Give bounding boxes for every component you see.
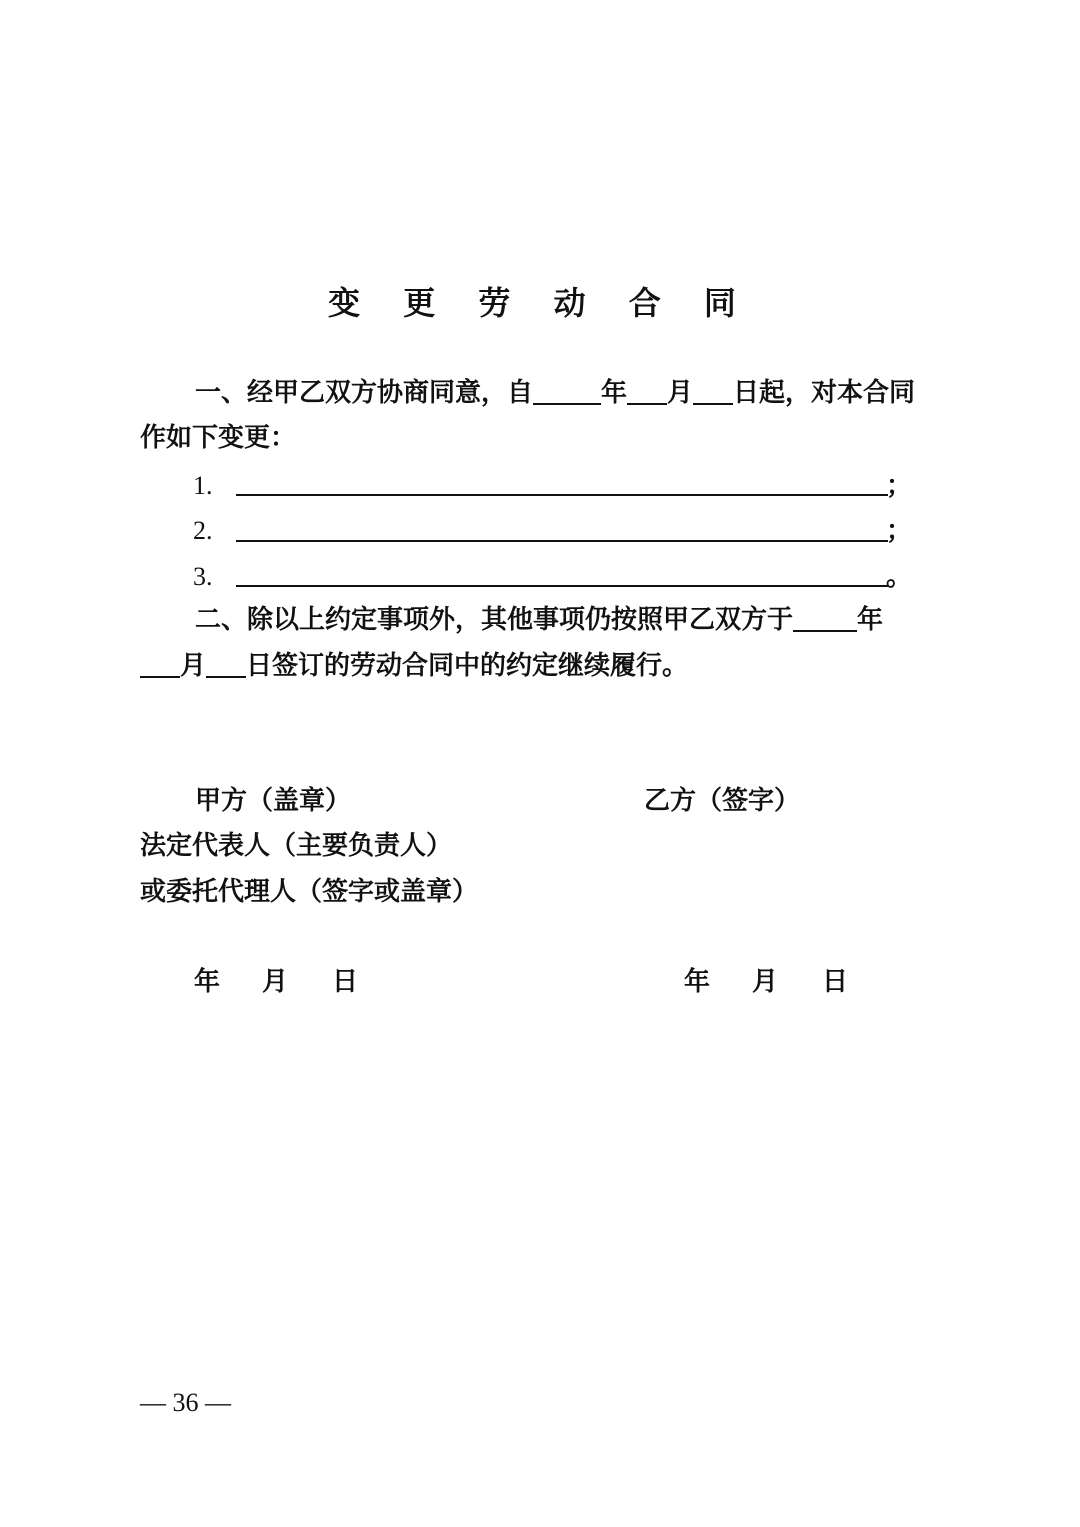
date-day: 日 — [822, 967, 849, 997]
year-blank — [533, 377, 601, 405]
item-blank-line — [236, 540, 888, 542]
document-title: 变 更 劳 动 合 同 — [328, 284, 752, 322]
clause-2-month: 月 — [180, 651, 207, 681]
date-day: 日 — [332, 967, 359, 997]
authorized-agent-label: 或委托代理人（签字或盖章） — [140, 877, 479, 907]
clause-2-text-b: 日签订的劳动合同中的约定继续履行。 — [246, 651, 689, 681]
day-blank — [206, 650, 246, 678]
item-end-mark: 。 — [886, 562, 913, 592]
year-blank — [793, 604, 857, 632]
date-year: 年 — [684, 967, 711, 997]
item-blank-line — [236, 585, 888, 587]
clause-2-year: 年 — [857, 605, 884, 635]
clause-2-text-a: 二、除以上约定事项外，其他事项仍按照甲乙双方于 — [195, 605, 794, 635]
item-number: 2. — [193, 516, 213, 545]
clause-1-text-a: 一、经甲乙双方协商同意，自 — [195, 378, 534, 408]
month-blank — [627, 377, 667, 405]
month-blank — [140, 650, 180, 678]
party-a-date — [194, 962, 358, 1002]
day-blank — [693, 377, 733, 405]
clause-2-line-2 — [140, 646, 688, 686]
item-end-mark: ； — [886, 471, 913, 501]
item-blank-line — [236, 494, 888, 496]
clause-1-month: 月 — [667, 378, 694, 408]
clause-1-text-b: 日起，对本合同 — [733, 378, 916, 408]
party-b-label: 乙方（签字） — [644, 786, 801, 816]
item-number: 1. — [193, 471, 213, 500]
date-month: 月 — [752, 967, 779, 997]
date-month: 月 — [262, 967, 289, 997]
party-b-date — [684, 962, 848, 1002]
clause-1-line-1 — [195, 373, 915, 413]
legal-representative-label: 法定代表人（主要负责人） — [140, 831, 453, 861]
date-year: 年 — [194, 967, 221, 997]
party-a-label: 甲方（盖章） — [195, 786, 352, 816]
clause-1-year: 年 — [601, 378, 628, 408]
item-end-mark: ； — [886, 516, 913, 546]
clause-1-line-2: 作如下变更： — [140, 423, 297, 453]
clause-2-line-1 — [195, 600, 883, 640]
page-number: — 36 — — [140, 1388, 231, 1417]
item-number: 3. — [193, 562, 213, 591]
